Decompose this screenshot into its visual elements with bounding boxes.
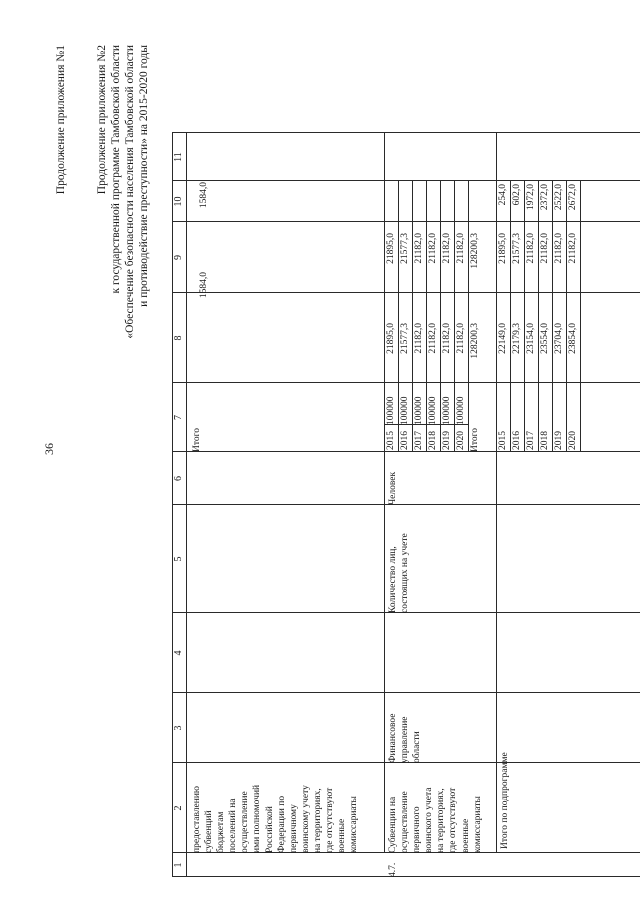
row-4-7-year-2019: 2019 <box>442 431 452 450</box>
column-number-8: 8 <box>173 335 184 341</box>
row-4-7-target-2018: 100000 <box>428 396 438 425</box>
text-line: состоящих на учете <box>400 533 411 613</box>
subtotal-year-2019: 2019 <box>554 431 564 450</box>
subtotal-federal-2018: 21182,0 <box>540 233 550 264</box>
subtotal-total-2018: 23554,0 <box>540 323 550 354</box>
text-line: бюджетам <box>216 811 227 853</box>
column-number-6: 6 <box>173 476 184 481</box>
column-number-9: 9 <box>173 255 184 260</box>
column-number-7: 7 <box>173 415 184 420</box>
column-number-4: 4 <box>173 650 184 656</box>
subtotal-total-2015: 22149,0 <box>498 323 508 354</box>
row-4-7-year-line-6 <box>468 181 469 452</box>
header-line-1: Продолжение приложения №2 <box>96 45 108 195</box>
cont-name-cell <box>191 763 360 853</box>
text-line: воинскому учету <box>300 785 311 853</box>
row-4-7-target-2017: 100000 <box>414 396 424 425</box>
subtotal-regional-2017: 1972,0 <box>526 184 536 211</box>
row-4-7-federal-2019: 21182,0 <box>442 233 452 264</box>
subtotal-total-2020: 23854,0 <box>568 323 578 354</box>
subtotal-regional-2019: 2522,0 <box>554 184 564 211</box>
subtotal-total-2016: 22179,3 <box>512 323 522 354</box>
header-bottom-line <box>186 133 187 877</box>
row-total-col7: 128200,3 <box>470 323 480 359</box>
row-4-7-year-2016: 2016 <box>400 431 410 450</box>
header-line-2: к государственной программе Тамбовской области <box>110 45 122 294</box>
row-4-7-total-2019: 21182,0 <box>442 323 452 354</box>
column-line-10 <box>172 180 640 181</box>
subtotal-year-2020: 2020 <box>568 431 578 450</box>
row-4-7-year-2017: 2017 <box>414 431 424 450</box>
column-number-1: 1 <box>173 862 184 868</box>
unit-cell: Человек <box>388 471 398 505</box>
column-line-6 <box>172 451 640 452</box>
text-line: на территориях, <box>436 788 447 853</box>
text-line: осуществление <box>240 791 251 853</box>
column-number-3: 3 <box>173 725 184 731</box>
row-4-7-total-2020: 21182,0 <box>456 323 466 354</box>
row-4-7-total-2015: 21895,0 <box>386 323 396 354</box>
text-line: Финансовое <box>388 713 398 763</box>
row-4-7-federal-2016: 21577,3 <box>400 233 410 264</box>
row-4-7-target-2019: 100000 <box>442 396 452 425</box>
cont-total-label: Итого <box>192 427 202 452</box>
text-line: военные <box>337 818 348 853</box>
column-line-11 <box>172 132 640 133</box>
text-line: ими полномочий <box>252 784 263 853</box>
subtotal-federal-2017: 21182,0 <box>526 233 536 264</box>
text-line: где отсутствуют <box>325 787 336 853</box>
subtotal-regional-2020: 2672,0 <box>568 184 578 211</box>
text-line: предоставлению <box>192 785 202 853</box>
subtotal-total-2017: 23154,0 <box>526 323 536 354</box>
subtotal-federal-2019: 21182,0 <box>554 233 564 264</box>
row-4-7-year-2018: 2018 <box>428 431 438 450</box>
text-line: поселений на <box>228 798 239 853</box>
executor-cell <box>387 693 423 763</box>
row-4-7-federal-2020: 21182,0 <box>456 233 466 264</box>
row-4-7-target-2015: 100000 <box>386 396 396 425</box>
subtotal-federal-2016: 21577,3 <box>512 233 522 264</box>
row-name-cell <box>387 763 484 853</box>
text-line: первичному <box>288 804 299 853</box>
text-line: осуществление <box>400 791 411 853</box>
subtotal-regional-2016: 602,0 <box>512 184 522 206</box>
column-number-2: 2 <box>173 805 184 811</box>
text-line: Количество лиц, <box>388 546 398 613</box>
row-number: 4.7. <box>388 862 398 877</box>
subprogram-total-label: Итого по подпрограмме <box>500 752 510 849</box>
text-line: Федерации по <box>276 795 287 853</box>
text-line: комиссариаты <box>472 796 483 853</box>
row-4-7-federal-2017: 21182,0 <box>414 233 424 264</box>
page-number: 36 <box>42 443 56 455</box>
subtotal-year-2017: 2017 <box>526 431 536 450</box>
subtotal-year-2016: 2016 <box>512 431 522 450</box>
subtotal-year-2018: 2018 <box>540 431 550 450</box>
text-line: субвенций <box>204 810 215 853</box>
row-4-7-federal-2015: 21895,0 <box>386 233 396 264</box>
column-number-11: 11 <box>173 152 184 162</box>
subtotal-total-2019: 23704,0 <box>554 323 564 354</box>
text-line: на территориях, <box>312 788 323 853</box>
row-total-label: Итого <box>470 427 480 452</box>
subtotal-federal-2020: 21182,0 <box>568 233 578 264</box>
row-4-7-year-2020: 2020 <box>456 431 466 450</box>
row-total-col8: 128200,3 <box>470 233 480 269</box>
text-line: военные <box>460 818 471 853</box>
header-line-3: «Обеспечение безопасности населения Тамбовской области <box>124 45 136 339</box>
text-line: Субвенции на <box>388 796 398 853</box>
appendix-continuation: Продолжение приложения №1 <box>55 45 67 195</box>
header-line-4: и противодействие преступности» на 2015-2020 годы <box>138 45 150 307</box>
text-line: первичного <box>412 806 423 853</box>
column-line-0 <box>172 876 640 877</box>
row-4-7-target-2020: 100000 <box>456 396 466 425</box>
subtotal-federal-2015: 21895,0 <box>498 233 508 264</box>
subtotal-year-line-6 <box>580 181 581 452</box>
subtotal-year-2015: 2015 <box>498 431 508 450</box>
column-number-10: 10 <box>173 196 184 207</box>
indicator-cell <box>387 503 411 613</box>
text-line: управление <box>400 716 411 763</box>
subtotal-regional-2018: 2372,0 <box>540 184 550 211</box>
cont-col7: 1584,0 <box>199 272 209 299</box>
column-number-5: 5 <box>173 556 184 562</box>
text-line: воинского учета <box>424 787 435 853</box>
row-4-7-total-2016: 21577,3 <box>400 323 410 354</box>
row-4-7-year-2015: 2015 <box>386 431 396 450</box>
row-4-7-total-2017: 21182,0 <box>414 323 424 354</box>
cont-col9: 1584,0 <box>199 182 209 209</box>
text-line: Российской <box>264 806 275 853</box>
row-4-7-total-2018: 21182,0 <box>428 323 438 354</box>
row-4-7-target-2016: 100000 <box>400 396 410 425</box>
text-line: области <box>412 731 423 763</box>
text-line: где отсутствуют <box>448 787 459 853</box>
text-line: комиссариаты <box>349 796 360 853</box>
subtotal-regional-2015: 254,0 <box>498 184 508 206</box>
row-4-7-federal-2018: 21182,0 <box>428 233 438 264</box>
